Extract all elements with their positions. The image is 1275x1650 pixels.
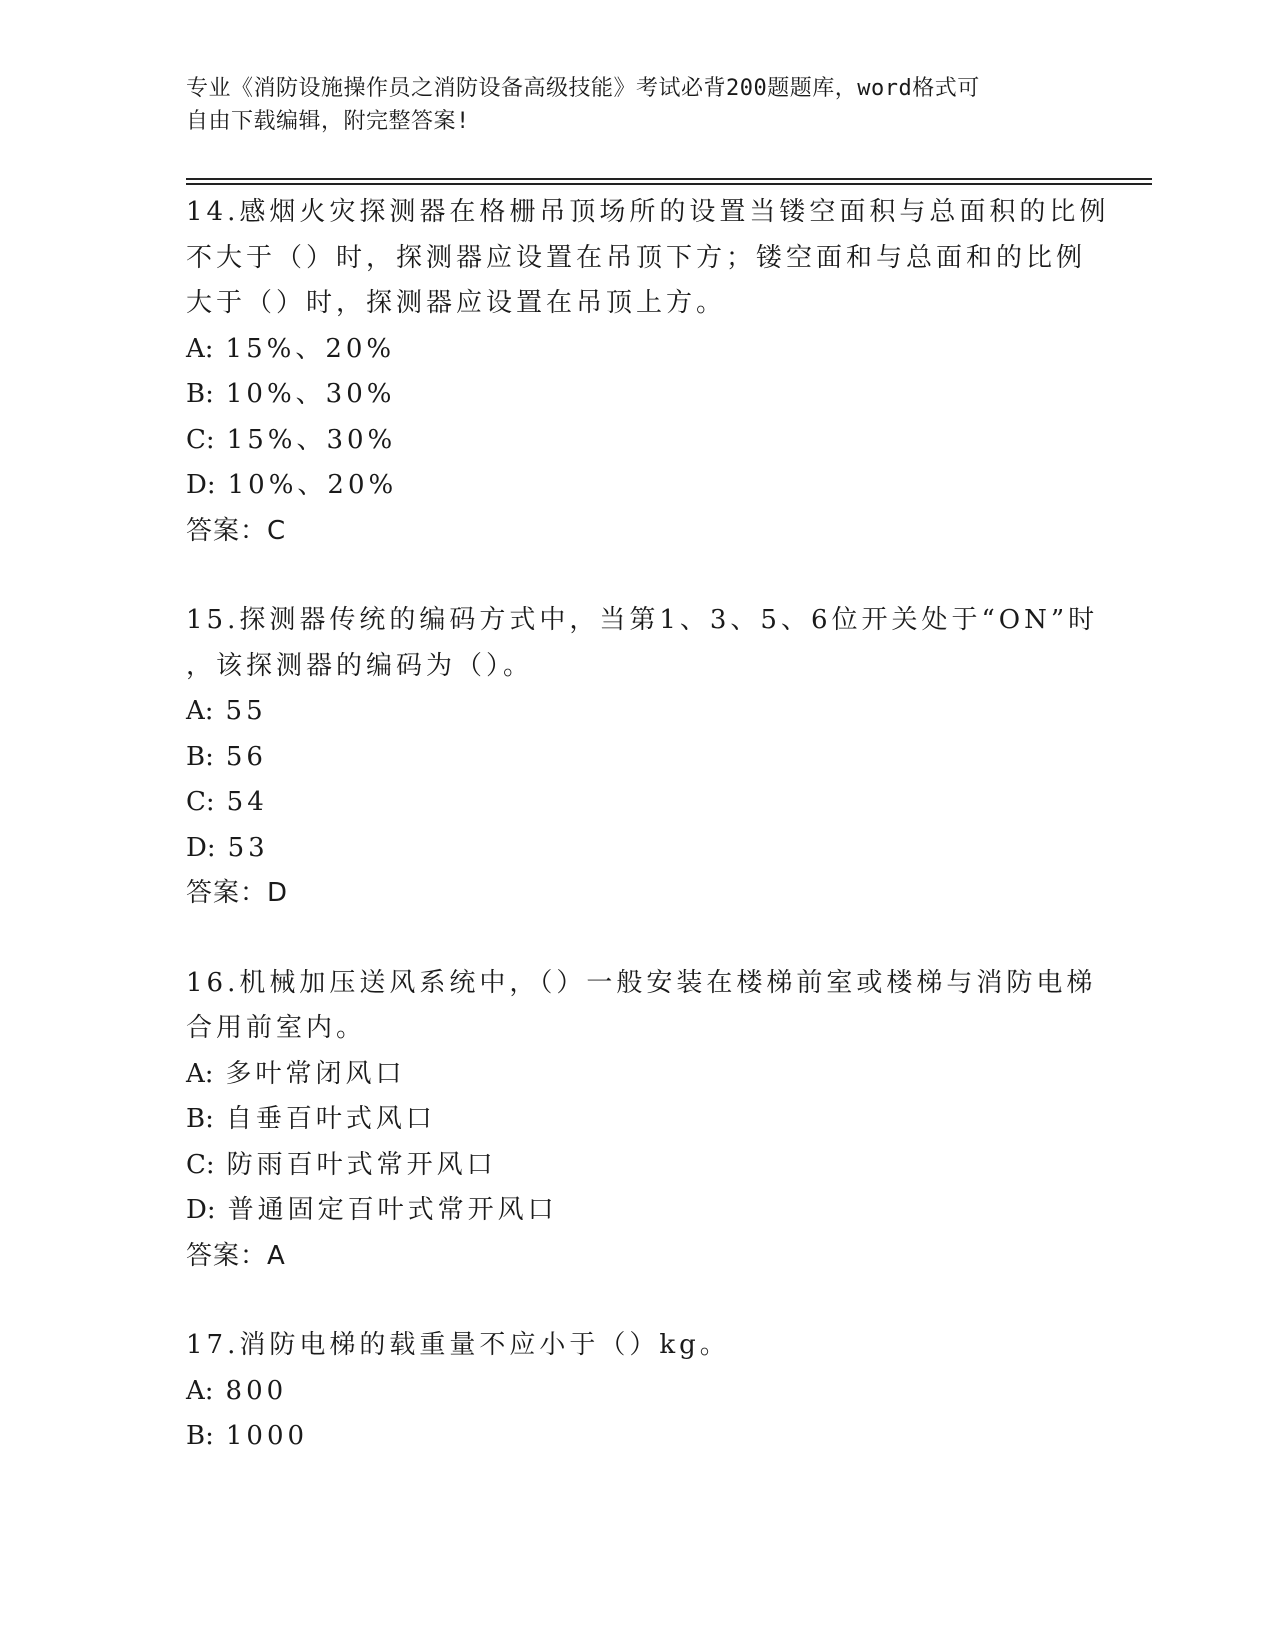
option-text: 54 [226, 787, 268, 817]
question-text-line: 大于（）时，探测器应设置在吊顶上方。 [186, 288, 727, 318]
option-letter: D: [186, 832, 216, 863]
option-letter: B: [186, 379, 214, 409]
option-b [186, 1097, 1086, 1143]
option-letter: A: [186, 1058, 214, 1089]
question-list [186, 190, 1110, 1460]
header-divider-bottom [186, 183, 1152, 185]
question-text-line: 15.探测器传统的编码方式中，当第1、3、5、6位开关处于“ON”时 [186, 605, 1099, 635]
option-c [186, 418, 1086, 464]
option-d [186, 1188, 1086, 1234]
option-letter: A: [186, 1375, 214, 1406]
option-letter: C: [186, 787, 215, 817]
header-line-1: 专业《消防设施操作员之消防设备高级技能》考试必背200题题库，word格式可 [186, 76, 980, 101]
header-divider-top [186, 178, 1152, 180]
answer-text: 答案：A [186, 1240, 286, 1271]
question-text-line: 17.消防电梯的载重量不应小于（）kg。 [186, 1330, 730, 1360]
answer-text: 答案：D [186, 878, 289, 908]
question-16 [186, 961, 1097, 1280]
option-a [186, 1052, 1086, 1098]
question-15 [186, 598, 1099, 917]
option-text: 800 [225, 1375, 288, 1406]
option-letter: D: [186, 470, 216, 500]
option-d [186, 826, 1086, 872]
option-text: 防雨百叶式常开风口 [226, 1149, 497, 1180]
question-text-line: 合用前室内。 [186, 1013, 367, 1043]
option-letter: B: [186, 1421, 214, 1451]
option-letter: B: [186, 1104, 214, 1134]
option-letter: B: [186, 741, 214, 772]
option-b [186, 735, 1086, 781]
question-17 [186, 1323, 1086, 1460]
option-text: 15%、30% [226, 424, 397, 455]
question-text-line: 不大于（）时，探测器应设置在吊顶下方；镂空面和与总面和的比例 [186, 242, 1087, 273]
question-text-line: 14.感烟火灾探测器在格栅吊顶场所的设置当镂空面积与总面积的比例 [186, 197, 1110, 227]
option-text: 55 [225, 696, 267, 726]
option-a [186, 1369, 1086, 1415]
option-letter: C: [186, 1149, 215, 1180]
option-letter: A: [186, 333, 214, 364]
document-header [186, 72, 1066, 138]
header-line-2: 自由下载编辑，附完整答案! [186, 109, 470, 134]
option-text: 1000 [225, 1421, 309, 1451]
option-text: 10%、30% [225, 379, 396, 409]
option-b [186, 372, 1086, 418]
option-letter: A: [186, 696, 214, 726]
option-b [186, 1414, 1086, 1460]
question-text-line: ，该探测器的编码为（）。 [186, 650, 534, 681]
option-text: 53 [227, 832, 269, 863]
answer-text: 答案：C [186, 515, 287, 546]
question-14 [186, 190, 1110, 554]
option-a [186, 689, 1086, 735]
option-text: 多叶常闭风口 [225, 1058, 406, 1089]
option-letter: D: [186, 1195, 216, 1225]
question-text-line: 16.机械加压送风系统中，（）一般安装在楼梯前室或楼梯与消防电梯 [186, 967, 1097, 998]
option-text: 普通固定百叶式常开风口 [227, 1195, 558, 1225]
option-text: 自垂百叶式风口 [225, 1104, 436, 1134]
option-c [186, 780, 1086, 826]
option-a [186, 327, 1086, 373]
option-letter: C: [186, 424, 215, 455]
option-text: 56 [225, 741, 267, 772]
option-text: 15%、20% [225, 333, 396, 364]
option-c [186, 1143, 1086, 1189]
option-d [186, 463, 1086, 509]
option-text: 10%、20% [227, 470, 398, 500]
